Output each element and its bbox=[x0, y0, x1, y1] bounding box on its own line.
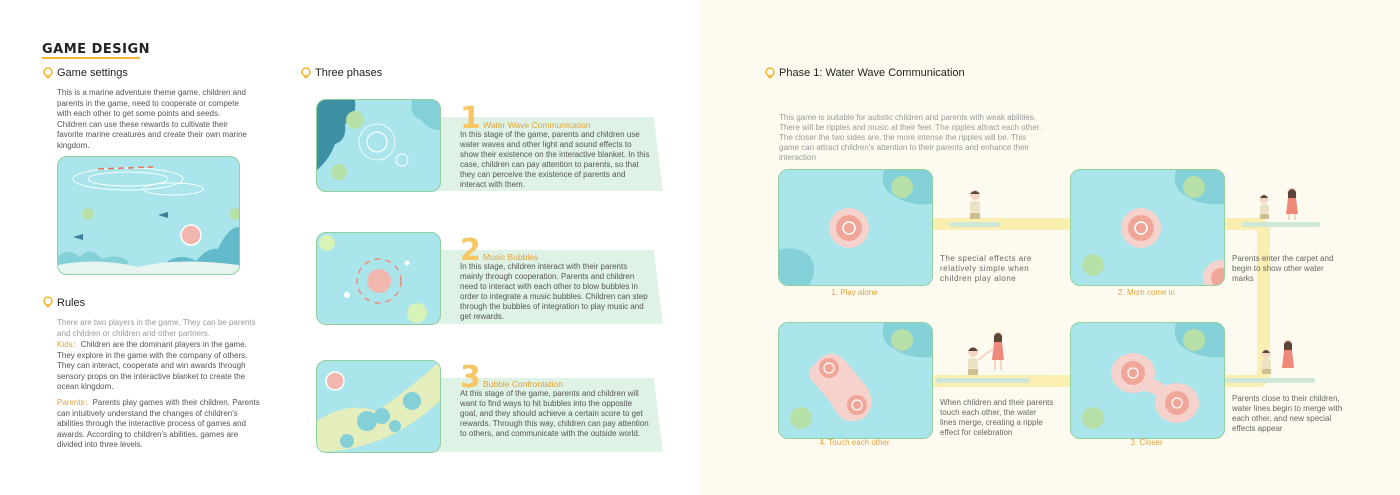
step-3-caption: 3. Closer bbox=[1130, 438, 1163, 447]
step-4-illustration bbox=[778, 322, 933, 439]
carpet bbox=[950, 222, 1000, 227]
step-1-caption: 1. Play alone bbox=[831, 288, 878, 297]
lightbulb-icon bbox=[42, 67, 54, 79]
carpet bbox=[1225, 378, 1315, 383]
parents-text: Parents play games with their children. Parents can intuitively understand the changes of children's abilities through the interactive process of games and awards. According to children's abilities, games are divided into three levels. bbox=[57, 398, 260, 449]
phase-3-number: 3 bbox=[460, 360, 481, 395]
mother-and-child-figure bbox=[958, 330, 1018, 380]
carpet bbox=[1242, 222, 1320, 227]
mother-and-child-figure bbox=[1252, 186, 1312, 226]
phase-3-illustration bbox=[316, 360, 441, 453]
rules-heading: Rules bbox=[57, 297, 86, 309]
lightbulb-icon bbox=[300, 67, 312, 79]
step-3-note: Parents close to their children, water lines begin to merge with each other, and new special effects appear bbox=[1232, 394, 1343, 433]
game-settings-text: This is a marine adventure theme game, children and parents in the game, need to cooperate or compete with each other to get some points and seeds. Children can use these rewards to cultivate their favorite marine creatures and create their own marine kingdom. bbox=[57, 88, 247, 150]
child-figure bbox=[960, 188, 990, 224]
phase-1-title: Water Wave Communication bbox=[483, 120, 591, 130]
rules-parents bbox=[57, 398, 262, 451]
phase-2-text: In this stage, children interact with their parents mainly through cooperation. Parents and children need to interact with each other to blow bubbles in order to integrate a music bubbles. Children can step through the bubbles of integration to play music and get rewards. bbox=[460, 262, 648, 321]
phase1-intro: This game is suitable for autistic children and parents with weak abilities. There will be ripples and music at their feet. The ripples attract each other. The closer the two sides are, the more intense the ripples will be. This game can attract children's attention to their parents and enhance their interaction bbox=[779, 113, 1042, 162]
step-1-note: The special effects are relatively simple when children play alone bbox=[940, 254, 1032, 283]
kids-label: Kids： bbox=[57, 340, 81, 349]
game-settings-heading: Game settings bbox=[57, 67, 128, 79]
lightbulb-icon bbox=[42, 296, 54, 308]
rules-intro: There are two players in the game. They can be parents and children or children and other partners. bbox=[57, 318, 256, 338]
kids-text: Children are the dominant players in the game. They explore in the game with the company of others. They can interact, cooperate and win awards through sensory props on the interactive blanket to create the ocean kingdom. bbox=[57, 340, 248, 391]
phase-1-text: In this stage of the game, parents and children use water waves and other light and sound effects to show their existence on the interactive blanket. In this case, children can pay attention to parents, so that they can perceive the existence of parents and interact with them. bbox=[460, 130, 650, 189]
step-3-illustration bbox=[1070, 322, 1225, 439]
three-phases-heading: Three phases bbox=[315, 67, 383, 79]
parents-label: Parents： bbox=[57, 398, 93, 407]
step-2-note: Parents enter the carpet and begin to show other water marks bbox=[1232, 254, 1334, 283]
step-2-illustration bbox=[1070, 169, 1225, 286]
lightbulb-icon bbox=[764, 67, 776, 79]
mother-and-child-figure bbox=[1252, 338, 1312, 380]
right-page bbox=[700, 0, 1400, 495]
phase-3-title: Bubble Confrontation bbox=[483, 379, 563, 389]
phase-1-number: 1 bbox=[460, 101, 481, 136]
phase-2-number: 2 bbox=[460, 233, 481, 268]
phase-2-illustration bbox=[316, 232, 441, 325]
step-2-caption: 2. Mom come in bbox=[1118, 288, 1175, 297]
rules-kids bbox=[57, 340, 262, 393]
phase-1-illustration bbox=[316, 99, 441, 192]
step-4-note: When children and their parents touch each other, the water lines merge, creating a ripple effect for celebration bbox=[940, 398, 1054, 437]
step-1-illustration bbox=[778, 169, 933, 286]
game-settings-illustration bbox=[57, 156, 240, 275]
carpet bbox=[936, 378, 1030, 383]
phase1-heading: Phase 1: Water Wave Communication bbox=[779, 67, 965, 79]
phase-2-title: Music Bubbles bbox=[483, 252, 539, 262]
step-4-caption: 4. Touch each other bbox=[819, 438, 890, 447]
phase-3-text: At this stage of the game, parents and children will want to find ways to hit bubbles into the opposite goal, and they should achieve a certain score to get rewards. Through this way, children can pay attention to others, and communicate with the outside world. bbox=[460, 389, 649, 438]
page-title: GAME DESIGN bbox=[42, 42, 150, 57]
title-underline bbox=[42, 57, 140, 59]
